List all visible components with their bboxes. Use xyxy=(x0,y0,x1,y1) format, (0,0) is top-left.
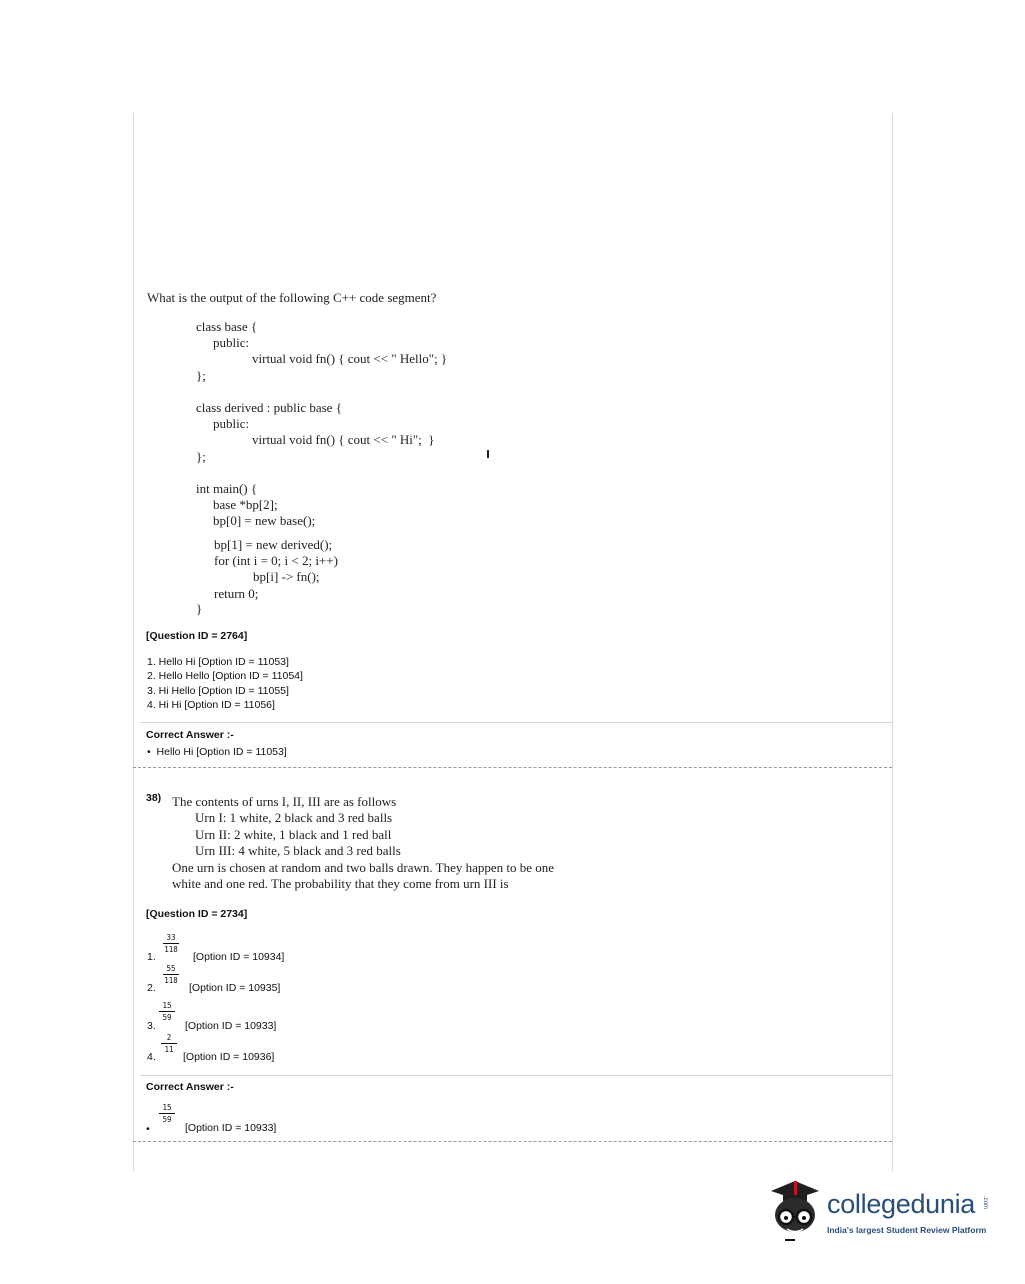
text-cursor-mark xyxy=(487,450,489,458)
code-line: class derived : public base { xyxy=(196,400,342,415)
fraction-numerator: 15 xyxy=(159,1001,175,1012)
option-item: 3. Hi Hello [Option ID = 11055] xyxy=(147,685,289,697)
code-line: } xyxy=(196,601,203,616)
fraction-numerator: 55 xyxy=(163,964,179,975)
question-text: Urn II: 2 white, 1 black and 1 red ball xyxy=(195,827,392,842)
code-line: public: xyxy=(213,416,250,431)
question-separator xyxy=(133,1141,892,1142)
fraction-numerator: 33 xyxy=(163,933,179,944)
fraction xyxy=(159,1001,175,1022)
divider xyxy=(140,1075,892,1076)
code-line: base *bp[2]; xyxy=(213,497,278,512)
fraction-denominator: 118 xyxy=(164,945,178,954)
option-label: [Option ID = 10933] xyxy=(185,1020,277,1032)
question-id: [Question ID = 2764] xyxy=(146,630,248,642)
option-index: 3. xyxy=(147,1020,156,1032)
question-separator xyxy=(133,767,892,768)
code-line: virtual void fn() { cout << " Hello"; } xyxy=(252,351,448,366)
option-index: 4. xyxy=(147,1051,156,1063)
option-label: [Option ID = 10936] xyxy=(183,1051,275,1063)
bullet: • xyxy=(146,1123,150,1135)
fraction-denominator: 59 xyxy=(162,1013,172,1022)
fraction xyxy=(159,1103,175,1124)
code-line: bp[1] = new derived(); xyxy=(214,537,333,552)
option-index: 2. xyxy=(147,982,156,994)
fraction-denominator: 59 xyxy=(162,1115,172,1124)
mascot-icon xyxy=(765,1177,825,1247)
page-frame xyxy=(133,113,893,1171)
code-line: }; xyxy=(196,449,206,464)
correct-answer: • Hello Hi [Option ID = 11053] xyxy=(147,746,287,758)
code-line: bp[0] = new base(); xyxy=(213,513,316,528)
collegedunia-logo xyxy=(765,1177,995,1247)
code-line: }; xyxy=(196,368,206,383)
option-index: 1. xyxy=(147,951,156,963)
question-prompt: What is the output of the following C++ code segment? xyxy=(147,290,437,305)
question-text: The contents of urns I, II, III are as follows xyxy=(172,794,397,809)
question-text: One urn is chosen at random and two balls drawn. They happen to be one xyxy=(172,860,555,875)
fraction-denominator: 118 xyxy=(164,976,178,985)
question-text: Urn I: 1 white, 2 black and 3 red balls xyxy=(195,810,393,825)
code-line: int main() { xyxy=(196,481,258,496)
question-text: white and one red. The probability that they come from urn III is xyxy=(172,876,509,891)
fraction-numerator: 2 xyxy=(161,1033,177,1044)
fraction xyxy=(161,1033,177,1054)
fraction xyxy=(163,964,179,985)
code-line: public: xyxy=(213,335,250,350)
code-line: class base { xyxy=(196,319,258,334)
logo-domain-suffix: .com xyxy=(982,1196,988,1210)
option-item: 2. Hello Hello [Option ID = 11054] xyxy=(147,670,303,682)
correct-answer-label: Correct Answer :- xyxy=(146,729,234,741)
question-text: Urn III: 4 white, 5 black and 3 red balls xyxy=(195,843,401,858)
fraction-numerator: 15 xyxy=(159,1103,175,1114)
logo-wordmark: collegedunia xyxy=(827,1189,976,1219)
question-number: 38) xyxy=(146,792,162,804)
option-label: [Option ID = 10934] xyxy=(193,951,285,963)
fraction xyxy=(163,933,179,954)
code-line: virtual void fn() { cout << " Hi"; } xyxy=(252,432,435,447)
option-item: 4. Hi Hi [Option ID = 11056] xyxy=(147,699,275,711)
option-item: 1. Hello Hi [Option ID = 11053] xyxy=(147,656,289,668)
code-line: bp[i] -> fn(); xyxy=(253,569,320,584)
code-line: for (int i = 0; i < 2; i++) xyxy=(214,553,338,568)
correct-answer-text: [Option ID = 10933] xyxy=(185,1122,277,1134)
divider xyxy=(140,722,892,723)
code-line: return 0; xyxy=(214,586,259,601)
correct-answer-text: Hello Hi [Option ID = 11053] xyxy=(156,746,287,758)
logo-tagline: India's largest Student Review Platform xyxy=(827,1225,987,1235)
option-label: [Option ID = 10935] xyxy=(189,982,281,994)
correct-answer-label: Correct Answer :- xyxy=(146,1081,234,1093)
question-id: [Question ID = 2734] xyxy=(146,908,248,920)
fraction-denominator: 11 xyxy=(164,1045,174,1054)
